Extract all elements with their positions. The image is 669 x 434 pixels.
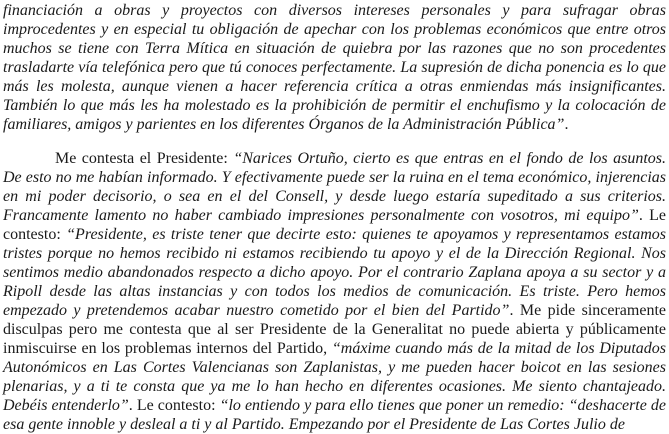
text-run-italic: “máxime cuando más de la mitad de los Diputados Autonómicos en Las Cortes Valencianas son Zaplanistas, y me pueden hacer boicot en las sesiones plenarias, y a ti te consta que ya me lo han hecho en diferentes ocasiones. Me siento chantajeado. Debéis entenderlo” [3, 340, 666, 414]
text-run-italic: “lo entiendo y para ello tienes que poner un remedio: “deshacerte de esa gente innoble y desleal a ti y al Partido. Empezando por el Presidente de Las Cortes Julio de [3, 397, 666, 433]
text-run-italic: financiación a obras y proyectos con diversos intereses personales y para sufragar obras improcedentes y en especial tu obligación de apechar con los problemas económicos que entre otros muchos se tiene con Terra Mítica en situación de quiebra por las razones que no son procedentes trasladarte vía telefónica pero que tú conoces perfectamente. La supresión de dicha ponencia es lo que más les molesta, aunque vienen a hacer referencia crítica a otras enmiendas más insignificantes. También lo que más les ha molestado es la prohibición de permitir el enchufismo y la colocación de familiares, amigos y parientes en los diferentes Órganos de la Administración Pública” [3, 2, 666, 133]
text-run: . Le contesto: [3, 207, 666, 243]
text-run: . [564, 116, 569, 133]
text-run: Me contesta el Presidente: [55, 150, 234, 167]
text-run: . Le contesto: [128, 397, 220, 414]
paragraph-1 [3, 1, 666, 134]
text-run: . Me pide sinceramente disculpas pero me contesta que al ser Presidente de la Generalitat no puede abierta y públicamente inmiscuirse en los problemas internos del Partido, [3, 302, 666, 357]
text-run-italic: “Narices Ortuño, cierto es que entras en el fondo de los asuntos. De esto no me habían informado. Y efectivamente puede ser la ruina en el tema económico, injerencias en mi poder decisorio, o sea en el del Consell, y desde luego estaría supeditado a sus criterios. Francamente lamento no haber cambiado impresiones personalmente con vosotros, mi equipo” [3, 150, 666, 224]
paragraph-2 [3, 149, 666, 434]
text-run-italic: “Presidente, es triste tener que decirte esto: quienes te apoyamos y representamos estamos tristes porque no hemos recibido ni estamos recibiendo tu apoyo y el de la Dirección Regional. Nos sentimos medio abandonados respecto a dicho apoyo. Por el contrario Zaplana apoya a su sector y a Ripoll desde las altas instancias y con todos los medios de comunicación. Es triste. Pero hemos empezado y pretendemos acabar nuestro cometido por el bien del Partido” [3, 226, 666, 319]
